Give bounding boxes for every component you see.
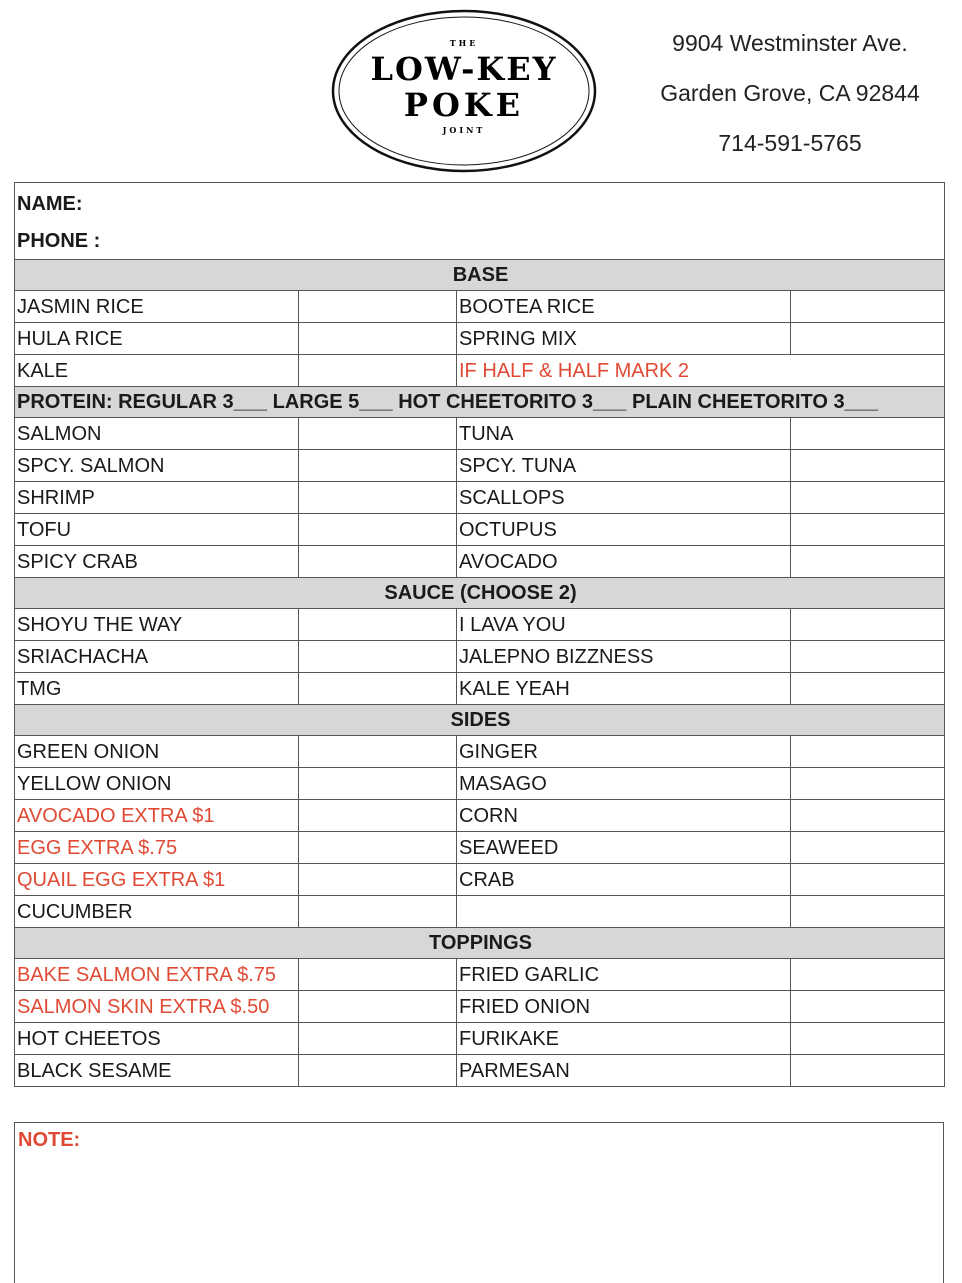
mark-box[interactable] (791, 546, 945, 578)
table-row (15, 991, 945, 1023)
item-label: PARMESAN (457, 1055, 791, 1087)
logo-joint: JOINT (442, 125, 486, 135)
item-label: SPCY. SALMON (15, 450, 299, 482)
item-label: KALE (15, 355, 299, 387)
mark-box[interactable] (791, 736, 945, 768)
order-form-table (14, 182, 945, 1087)
item-label: BOOTEA RICE (457, 291, 791, 323)
item-label-extra: BAKE SALMON EXTRA $.75 (15, 959, 299, 991)
protein-header: PROTEIN: REGULAR 3___ LARGE 5___ HOT CHEETORITO 3___ PLAIN CHEETORITO 3___ (15, 387, 945, 418)
item-label: AVOCADO (457, 546, 791, 578)
table-row (15, 355, 945, 387)
logo-line-2: POKE (403, 86, 525, 124)
table-row (15, 800, 945, 832)
table-row (15, 609, 945, 641)
mark-box[interactable] (299, 1055, 457, 1087)
table-row (15, 450, 945, 482)
mark-box[interactable] (791, 482, 945, 514)
mark-box[interactable] (791, 514, 945, 546)
table-row (15, 673, 945, 705)
item-label: HOT CHEETOS (15, 1023, 299, 1055)
mark-box[interactable] (299, 832, 457, 864)
item-label: I LAVA YOU (457, 609, 791, 641)
mark-box[interactable] (791, 800, 945, 832)
mark-box[interactable] (299, 323, 457, 355)
item-label: YELLOW ONION (15, 768, 299, 800)
mark-box[interactable] (299, 736, 457, 768)
item-label: OCTUPUS (457, 514, 791, 546)
mark-box[interactable] (299, 673, 457, 705)
section-header-toppings (15, 928, 945, 959)
table-row (15, 959, 945, 991)
table-row (15, 736, 945, 768)
half-half-note: IF HALF & HALF MARK 2 (457, 355, 945, 387)
mark-box[interactable] (299, 609, 457, 641)
table-row (15, 896, 945, 928)
mark-box[interactable] (299, 418, 457, 450)
base-header: BASE (15, 260, 945, 291)
mark-box[interactable] (791, 832, 945, 864)
section-header-base (15, 260, 945, 291)
mark-box[interactable] (299, 800, 457, 832)
mark-box[interactable] (791, 609, 945, 641)
mark-box[interactable] (299, 450, 457, 482)
item-label: SALMON (15, 418, 299, 450)
item-label: SHOYU THE WAY (15, 609, 299, 641)
logo (330, 8, 598, 174)
mark-box[interactable] (791, 864, 945, 896)
table-row (15, 641, 945, 673)
item-label-extra: AVOCADO EXTRA $1 (15, 800, 299, 832)
item-label: FRIED GARLIC (457, 959, 791, 991)
mark-box[interactable] (791, 1055, 945, 1087)
table-row (15, 832, 945, 864)
mark-box[interactable] (299, 482, 457, 514)
table-row (15, 1023, 945, 1055)
item-label: TOFU (15, 514, 299, 546)
item-label: MASAGO (457, 768, 791, 800)
logo-line-1: LOW-KEY (370, 50, 558, 88)
item-label: CRAB (457, 864, 791, 896)
mark-box[interactable] (791, 959, 945, 991)
mark-box[interactable] (791, 991, 945, 1023)
item-label: SPICY CRAB (15, 546, 299, 578)
phone-field[interactable] (15, 222, 945, 260)
item-label (457, 896, 791, 928)
item-label: GREEN ONION (15, 736, 299, 768)
mark-box[interactable] (299, 768, 457, 800)
item-label: CORN (457, 800, 791, 832)
address-street: 9904 Westminster Ave. (672, 30, 908, 56)
address-block (640, 18, 940, 168)
table-row (15, 864, 945, 896)
name-field[interactable] (15, 183, 945, 223)
mark-box[interactable] (299, 641, 457, 673)
toppings-header: TOPPINGS (15, 928, 945, 959)
item-label: SEAWEED (457, 832, 791, 864)
mark-box[interactable] (791, 291, 945, 323)
item-label: FRIED ONION (457, 991, 791, 1023)
name-row (15, 183, 945, 223)
mark-box[interactable] (299, 546, 457, 578)
section-header-sauce (15, 578, 945, 609)
mark-box[interactable] (791, 450, 945, 482)
item-label: SRIACHACHA (15, 641, 299, 673)
mark-box[interactable] (299, 291, 457, 323)
mark-box[interactable] (791, 768, 945, 800)
section-header-protein (15, 387, 945, 418)
mark-box[interactable] (791, 896, 945, 928)
mark-box[interactable] (299, 355, 457, 387)
mark-box[interactable] (299, 896, 457, 928)
item-label: JASMIN RICE (15, 291, 299, 323)
item-label-extra: SALMON SKIN EXTRA $.50 (15, 991, 299, 1023)
item-label: SPCY. TUNA (457, 450, 791, 482)
item-label: GINGER (457, 736, 791, 768)
table-row (15, 482, 945, 514)
item-label: HULA RICE (15, 323, 299, 355)
mark-box[interactable] (299, 864, 457, 896)
table-row (15, 514, 945, 546)
address-city: Garden Grove, CA 92844 (660, 80, 920, 106)
phone-label: PHONE : (17, 229, 101, 252)
sauce-header: SAUCE (CHOOSE 2) (15, 578, 945, 609)
item-label: CUCUMBER (15, 896, 299, 928)
item-label: SHRIMP (15, 482, 299, 514)
item-label: SCALLOPS (457, 482, 791, 514)
address-phone: 714-591-5765 (718, 130, 862, 156)
mark-box[interactable] (791, 323, 945, 355)
note-box[interactable] (14, 1122, 944, 1283)
table-row (15, 418, 945, 450)
item-label: FURIKAKE (457, 1023, 791, 1055)
mark-box[interactable] (791, 1023, 945, 1055)
item-label: TMG (15, 673, 299, 705)
item-label-extra: EGG EXTRA $.75 (15, 832, 299, 864)
mark-box[interactable] (299, 514, 457, 546)
mark-box[interactable] (791, 418, 945, 450)
item-label-extra: QUAIL EGG EXTRA $1 (15, 864, 299, 896)
mark-box[interactable] (299, 959, 457, 991)
table-row (15, 768, 945, 800)
logo-the: THE (449, 38, 479, 48)
name-label: NAME: (17, 192, 83, 215)
item-label: JALEPNO BIZZNESS (457, 641, 791, 673)
table-row (15, 291, 945, 323)
phone-row (15, 222, 945, 260)
mark-box[interactable] (299, 1023, 457, 1055)
table-row (15, 546, 945, 578)
note-label: NOTE: (18, 1129, 81, 1151)
sides-header: SIDES (15, 705, 945, 736)
table-row (15, 1055, 945, 1087)
section-header-sides (15, 705, 945, 736)
mark-box[interactable] (299, 991, 457, 1023)
item-label: KALE YEAH (457, 673, 791, 705)
mark-box[interactable] (791, 641, 945, 673)
item-label: SPRING MIX (457, 323, 791, 355)
item-label: TUNA (457, 418, 791, 450)
logo-emblem (330, 8, 598, 174)
mark-box[interactable] (791, 673, 945, 705)
item-label: BLACK SESAME (15, 1055, 299, 1087)
table-row (15, 323, 945, 355)
